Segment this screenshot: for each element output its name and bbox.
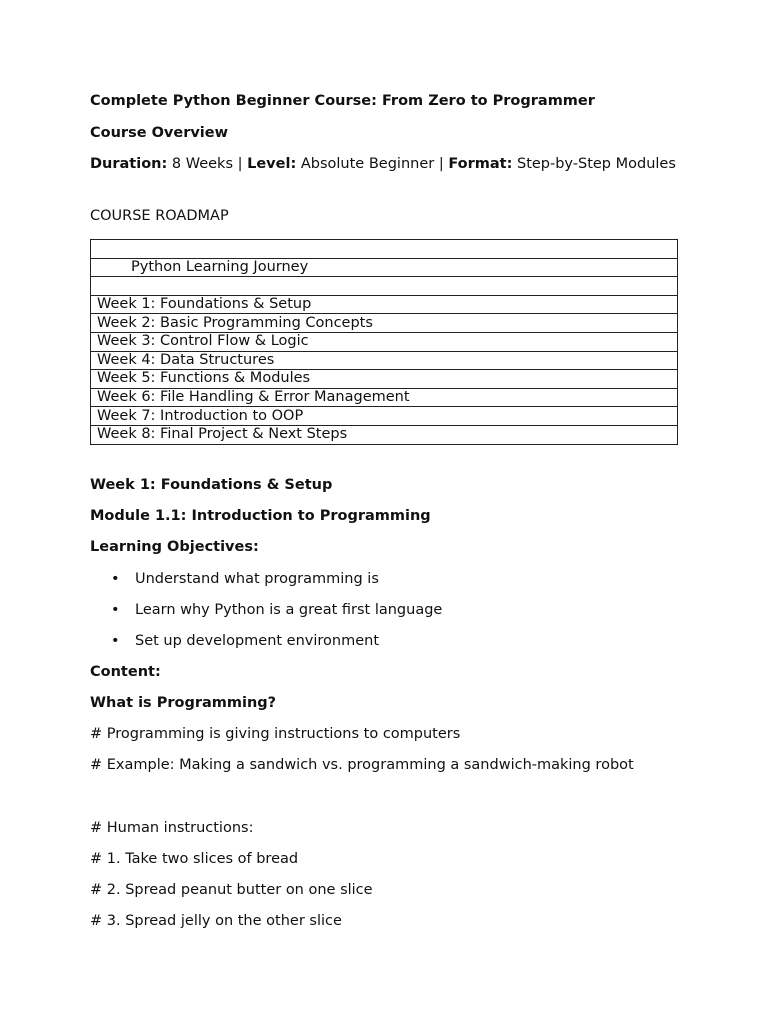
module-heading: Module 1.1: Introduction to Programming — [90, 508, 431, 524]
course-meta — [90, 154, 680, 174]
roadmap-week-8: Week 8: Final Project & Next Steps — [91, 425, 678, 444]
objective-item: Set up development environment — [135, 633, 380, 649]
bullet-marker: • — [111, 633, 120, 649]
roadmap-week-7: Week 7: Introduction to OOP — [91, 407, 678, 426]
roadmap-week-6: Week 6: File Handling & Error Management — [91, 388, 678, 407]
table-row — [91, 425, 678, 444]
table-row — [91, 240, 678, 259]
table-row — [91, 407, 678, 426]
comment-line: # Programming is giving instructions to computers — [90, 726, 461, 742]
table-row — [91, 277, 678, 296]
table-row — [91, 258, 678, 277]
duration-label: Duration: — [90, 156, 168, 172]
course-overview-heading: Course Overview — [90, 125, 229, 141]
empty-cell — [91, 240, 678, 259]
objective-item: Understand what programming is — [135, 571, 379, 587]
duration-value: 8 Weeks | — [167, 156, 248, 172]
level-label: Level: — [247, 156, 297, 172]
content-heading: Content: — [90, 664, 161, 680]
table-row — [91, 388, 678, 407]
objectives-heading: Learning Objectives: — [90, 539, 259, 555]
level-value: Absolute Beginner | — [296, 156, 449, 172]
format-value: Step-by-Step Modules — [512, 156, 676, 172]
what-is-programming-heading: What is Programming? — [90, 695, 277, 711]
roadmap-week-5: Week 5: Functions & Modules — [91, 370, 678, 389]
table-row — [91, 314, 678, 333]
empty-cell — [91, 277, 678, 296]
roadmap-week-1: Week 1: Foundations & Setup — [91, 295, 678, 314]
comment-line: # 3. Spread jelly on the other slice — [90, 913, 342, 929]
comment-line: # 1. Take two slices of bread — [90, 851, 299, 867]
roadmap-week-3: Week 3: Control Flow & Logic — [91, 332, 678, 351]
roadmap-title: Python Learning Journey — [91, 258, 678, 277]
format-label: Format: — [448, 156, 513, 172]
roadmap-week-2: Week 2: Basic Programming Concepts — [91, 314, 678, 333]
table-row — [91, 351, 678, 370]
bullet-marker: • — [111, 602, 120, 618]
table-row — [91, 332, 678, 351]
document-title: Complete Python Beginner Course: From Zero to Programmer — [90, 93, 595, 109]
table-row — [91, 370, 678, 389]
objective-item: Learn why Python is a great first language — [135, 602, 443, 618]
roadmap-heading: COURSE ROADMAP — [90, 208, 229, 224]
table-row — [91, 295, 678, 314]
comment-line: # Example: Making a sandwich vs. programming a sandwich-making robot — [90, 757, 634, 773]
roadmap-week-4: Week 4: Data Structures — [91, 351, 678, 370]
bullet-marker: • — [111, 571, 120, 587]
roadmap-table — [90, 239, 678, 445]
comment-line: # Human instructions: — [90, 820, 254, 836]
week1-heading: Week 1: Foundations & Setup — [90, 477, 333, 493]
comment-line: # 2. Spread peanut butter on one slice — [90, 882, 373, 898]
